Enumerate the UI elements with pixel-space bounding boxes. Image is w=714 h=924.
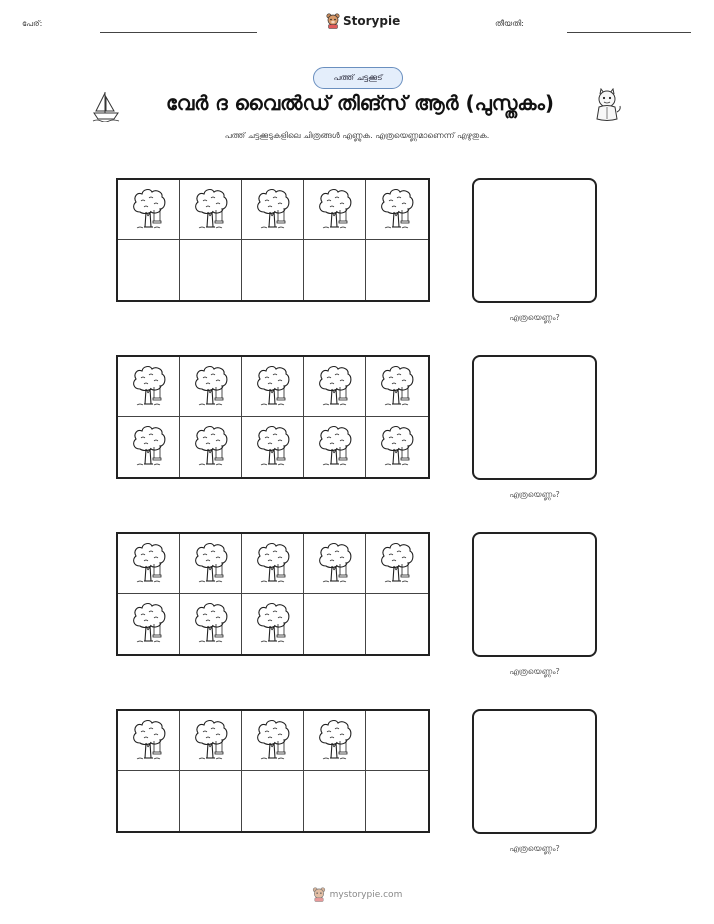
frame-cell <box>366 534 428 594</box>
ten-frame-3 <box>116 532 430 656</box>
name-line[interactable] <box>100 32 257 33</box>
tree-with-swing-icon <box>254 363 292 411</box>
frame-cell <box>180 240 242 300</box>
tree-with-swing-icon <box>192 186 230 234</box>
frame-cell <box>118 417 180 477</box>
footer <box>0 887 714 902</box>
frame-cell <box>242 417 304 477</box>
monster-costume-icon <box>592 88 622 122</box>
tree-with-swing-icon <box>130 717 168 765</box>
tree-with-swing-icon <box>316 186 354 234</box>
topic-badge: പത്ത് ചട്ടക്കൂട് <box>313 67 403 89</box>
tree-with-swing-icon <box>316 540 354 588</box>
storypie-bear-icon <box>326 13 340 29</box>
frame-cell <box>304 180 366 240</box>
tree-with-swing-icon <box>316 717 354 765</box>
ten-frame-1 <box>116 178 430 302</box>
tree-with-swing-icon <box>192 540 230 588</box>
frame-cell <box>180 357 242 417</box>
tree-with-swing-icon <box>130 540 168 588</box>
frame-cell <box>242 180 304 240</box>
frame-cell <box>118 594 180 654</box>
name-label: പേര്: <box>22 19 43 28</box>
frame-cell <box>118 711 180 771</box>
frame-cell <box>180 594 242 654</box>
frame-cell <box>242 594 304 654</box>
ten-frame-4 <box>116 709 430 833</box>
answer-box-4[interactable] <box>472 709 597 834</box>
frame-cell <box>304 240 366 300</box>
frame-cell <box>118 771 180 831</box>
frame-cell <box>304 771 366 831</box>
tree-with-swing-icon <box>254 540 292 588</box>
instructions: പത്ത് ചട്ടക്കൂടുകളിലെ ചിത്രങ്ങൾ എണ്ണുക. എത്രയെണ്ണമാണെന്ന് എഴുതുക. <box>224 131 490 140</box>
tree-with-swing-icon <box>254 423 292 471</box>
frame-cell <box>304 594 366 654</box>
answer-box-1[interactable] <box>472 178 597 303</box>
sailboat-icon <box>92 90 120 122</box>
frame-cell <box>242 357 304 417</box>
brand <box>326 13 400 29</box>
frame-cell <box>180 711 242 771</box>
brand-name: Storypie <box>343 14 401 28</box>
tree-with-swing-icon <box>130 423 168 471</box>
tree-with-swing-icon <box>378 423 416 471</box>
ten-frame-2 <box>116 355 430 479</box>
frame-cell <box>366 594 428 654</box>
date-label: തീയതി: <box>495 19 524 28</box>
tree-with-swing-icon <box>254 717 292 765</box>
answer-box-3[interactable] <box>472 532 597 657</box>
frame-cell <box>304 417 366 477</box>
footer-site: mystorypie.com <box>329 889 403 900</box>
page-title: വേർ ദ വൈൽഡ് തിങ്സ് ആർ (പുസ്തകം) <box>166 91 554 115</box>
frame-cell <box>366 240 428 300</box>
tree-with-swing-icon <box>254 600 292 648</box>
frame-cell <box>180 534 242 594</box>
answer-label-4: എത്രയെണ്ണം? <box>509 844 560 853</box>
tree-with-swing-icon <box>192 423 230 471</box>
tree-with-swing-icon <box>192 600 230 648</box>
frame-cell <box>180 417 242 477</box>
answer-box-2[interactable] <box>472 355 597 480</box>
tree-with-swing-icon <box>378 363 416 411</box>
answer-label-3: എത്രയെണ്ണം? <box>509 667 560 676</box>
storypie-bear-icon <box>312 887 326 902</box>
frame-cell <box>366 357 428 417</box>
tree-with-swing-icon <box>130 186 168 234</box>
frame-cell <box>366 711 428 771</box>
frame-cell <box>180 771 242 831</box>
tree-with-swing-icon <box>316 363 354 411</box>
date-line[interactable] <box>567 32 691 33</box>
frame-cell <box>242 534 304 594</box>
frame-cell <box>304 534 366 594</box>
frame-cell <box>118 534 180 594</box>
answer-label-1: എത്രയെണ്ണം? <box>509 313 560 322</box>
frame-cell <box>304 357 366 417</box>
frame-cell <box>242 771 304 831</box>
answer-label-2: എത്രയെണ്ണം? <box>509 490 560 499</box>
tree-with-swing-icon <box>130 363 168 411</box>
tree-with-swing-icon <box>192 363 230 411</box>
frame-cell <box>118 180 180 240</box>
frame-cell <box>118 240 180 300</box>
tree-with-swing-icon <box>378 186 416 234</box>
frame-cell <box>366 417 428 477</box>
frame-cell <box>366 180 428 240</box>
frame-cell <box>304 711 366 771</box>
frame-cell <box>180 180 242 240</box>
tree-with-swing-icon <box>378 540 416 588</box>
frame-cell <box>242 240 304 300</box>
frame-cell <box>118 357 180 417</box>
tree-with-swing-icon <box>192 717 230 765</box>
frame-cell <box>242 711 304 771</box>
tree-with-swing-icon <box>254 186 292 234</box>
tree-with-swing-icon <box>130 600 168 648</box>
frame-cell <box>366 771 428 831</box>
tree-with-swing-icon <box>316 423 354 471</box>
